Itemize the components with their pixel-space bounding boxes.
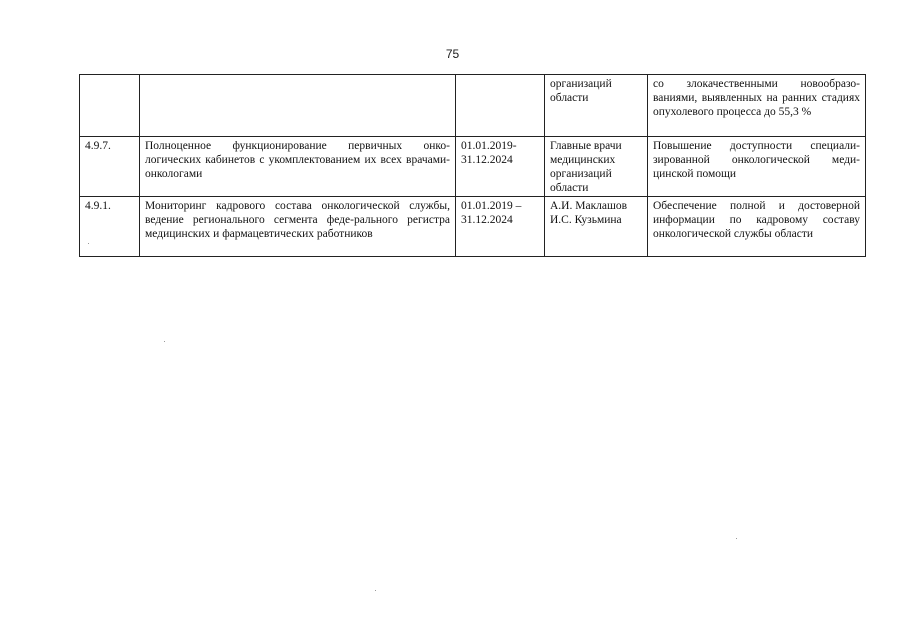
responsible-persons: А.И. Маклашов И.С. Кузьмина — [550, 200, 628, 226]
period-cell — [456, 137, 545, 197]
table-row — [80, 197, 866, 257]
description-cell — [140, 197, 456, 257]
responsible-persons: организаций области — [550, 78, 612, 104]
result-cell — [648, 137, 866, 197]
table-row — [80, 137, 866, 197]
description-cell — [140, 75, 456, 137]
row-number: 4.9.1. — [85, 200, 111, 212]
execution-period: 01.01.2019 – 31.12.2024 — [461, 200, 522, 226]
row-number: 4.9.7. — [85, 140, 111, 152]
row-number-cell — [80, 197, 140, 257]
expected-result: со злокачественными новообразо-ваниями, выявленных на ранних стадиях опухолевого процесса до 55,3 % — [653, 78, 860, 118]
measures-table — [79, 74, 866, 257]
page-number: 75 — [445, 47, 460, 61]
responsible-persons: Главные врачи медицинских организаций области — [550, 140, 622, 194]
result-cell — [648, 75, 866, 137]
measure-description: Полноценное функционирование первичных онко-логических кабинетов с укомплектованием их всех врачами-онкологами — [145, 140, 450, 180]
scan-speck — [88, 243, 89, 244]
period-cell — [456, 75, 545, 137]
row-number-cell — [80, 137, 140, 197]
scan-speck — [736, 538, 737, 539]
scan-speck — [164, 341, 165, 342]
description-cell — [140, 137, 456, 197]
result-cell — [648, 197, 866, 257]
table-row — [80, 75, 866, 137]
execution-period: 01.01.2019-31.12.2024 — [461, 140, 517, 166]
responsible-cell — [545, 197, 648, 257]
responsible-cell — [545, 75, 648, 137]
row-number-cell — [80, 75, 140, 137]
measure-description: Мониторинг кадрового состава онкологической службы, ведение регионального сегмента феде-рального регистра медицинских и фармацевтических работников — [145, 200, 450, 240]
period-cell — [456, 197, 545, 257]
responsible-cell — [545, 137, 648, 197]
scan-speck — [375, 590, 376, 591]
expected-result: Обеспечение полной и достоверной информации по кадровому составу онкологической службы области — [653, 200, 860, 240]
expected-result: Повышение доступности специали-зированной онкологической меди-цинской помощи — [653, 140, 860, 180]
